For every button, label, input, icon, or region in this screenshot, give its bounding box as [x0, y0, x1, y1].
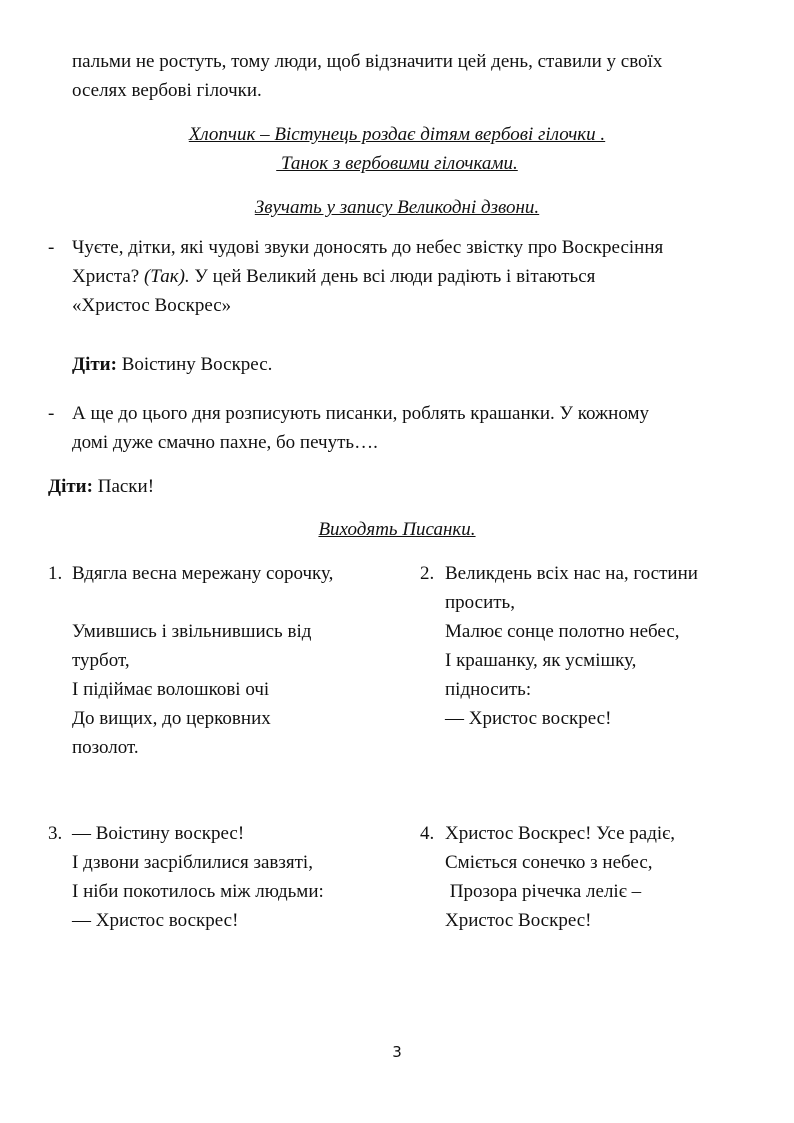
bullet-line — [72, 262, 595, 291]
intro-line: оселях вербові гілочки. — [72, 80, 262, 101]
intro-line: пальми не ростуть, тому люди, щоб відзначити цей день, ставили у своїх — [72, 51, 663, 72]
poem-line: — Христос воскрес! — [445, 708, 612, 729]
bullet-text: Христа? — [72, 266, 144, 287]
poem-line: До вищих, до церковних — [72, 708, 271, 729]
poem-number: 4. — [420, 823, 435, 844]
bullet-marker: - — [48, 403, 55, 424]
bullet-line: Чуєте, дітки, які чудові звуки доносять до небес звістку про Воскресіння — [72, 237, 664, 258]
poem-line: І крашанку, як усмішку, — [445, 650, 637, 671]
poem-line: Умившись і звільнившись від — [72, 621, 312, 642]
stage-direction — [0, 149, 794, 178]
stage-direction-text: Звучать у запису Великодні дзвони. — [254, 197, 540, 218]
poem-line: — Воістину воскрес! — [72, 823, 245, 844]
poem-line: Сміється сонечко з небес, — [445, 852, 653, 873]
poem-line: Великдень всіх нас на, гостини — [445, 563, 698, 584]
stage-direction — [0, 193, 794, 222]
poem-line: — Христос воскрес! — [72, 910, 239, 931]
poem-line: Прозора річечка леліє – — [445, 881, 642, 902]
bullet-line: «Христос Воскрес» — [72, 295, 232, 316]
poem-line: Христос Воскрес! Усе радіє, — [445, 823, 676, 844]
poem-number: 1. — [48, 563, 63, 584]
poem-line: І підіймає волошкові очі — [72, 679, 270, 700]
stage-direction — [0, 515, 794, 544]
children-reply — [48, 472, 154, 501]
speaker-label: Діти: — [72, 354, 117, 375]
speaker-label: Діти: — [48, 476, 93, 497]
poem-line: Малює сонце полотно небес, — [445, 621, 680, 642]
poem-line: позолот. — [72, 737, 139, 758]
poem-line: просить, — [445, 592, 515, 613]
stage-direction-text: Виходять Писанки. — [318, 519, 476, 540]
poem-number: 3. — [48, 823, 63, 844]
reply-text: Воістину Воскрес. — [116, 354, 273, 375]
stage-direction-text: Танок з вербовими гілочками. — [276, 153, 518, 174]
stage-direction — [0, 120, 794, 149]
bullet-line: домі дуже смачно пахне, бо печуть…. — [72, 432, 378, 453]
page-number: 3 — [392, 1043, 402, 1061]
poem-line: Вдягла весна мережану сорочку, — [72, 563, 334, 584]
reply-text: Паски! — [92, 476, 155, 497]
stage-direction-text: Хлопчик – Вістунець роздає дітям вербові гілочки . — [188, 124, 606, 145]
bullet-line: А ще до цього дня розписують писанки, роблять крашанки. У кожному — [72, 403, 649, 424]
bullet-marker: - — [48, 237, 55, 258]
poem-line: підносить: — [445, 679, 532, 700]
poem-line: І дзвони засріблилися завзяті, — [72, 852, 313, 873]
poem-line: І ніби покотилось між людьми: — [72, 881, 324, 902]
children-reply — [72, 350, 272, 379]
poem-number: 2. — [420, 563, 435, 584]
bullet-text: У цей Великий день всі люди радіють і вітаються — [189, 266, 596, 287]
poem-line: Христос Воскрес! — [445, 910, 592, 931]
bullet-italic-text: (Так). — [143, 266, 190, 287]
poem-line: турбот, — [72, 650, 130, 671]
